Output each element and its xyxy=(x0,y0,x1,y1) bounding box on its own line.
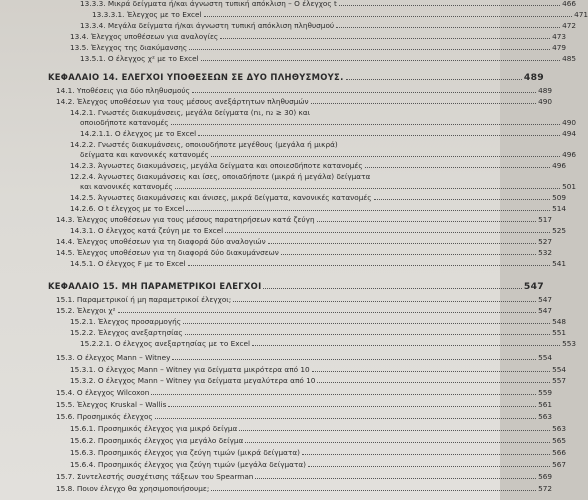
dot-leader xyxy=(317,382,550,383)
dot-leader xyxy=(252,345,560,346)
toc-entry-number: 15.2.1. xyxy=(70,317,96,326)
page-number: 525 xyxy=(552,226,566,235)
toc-entry-text: Ο έλεγχος με το Excel xyxy=(114,129,197,138)
toc-entry-text: ΜΗ ΠΑΡΑΜΕΤΡΙΚΟΙ ΕΛΕΓΧΟΙ xyxy=(121,281,262,291)
dot-leader xyxy=(198,135,560,136)
dot-leader xyxy=(374,199,550,200)
toc-entry-text: Προσημικός έλεγχος για μικρό δείγμα xyxy=(97,424,238,433)
page-number: 572 xyxy=(538,484,552,493)
toc-entry-number: 15.2.2. xyxy=(70,328,96,337)
toc-entry-text: Υποθέσεις για δύο πληθυσμούς xyxy=(76,86,190,95)
page-number: 489 xyxy=(523,72,544,83)
dot-leader xyxy=(346,79,522,80)
toc-entry-title xyxy=(48,282,261,291)
toc-entry-title xyxy=(56,400,166,409)
dot-leader xyxy=(308,466,550,467)
toc-entry-text: Προσημικός έλεγχος για μεγάλο δείγμα xyxy=(97,436,244,445)
toc-entry xyxy=(0,481,552,493)
toc-entry-text: Ο έλεγχος Mann – Witney xyxy=(76,353,171,362)
toc-entry-title xyxy=(56,412,153,421)
page-number: 473 xyxy=(552,32,566,41)
toc-entry-number: 14.5.1. xyxy=(70,259,96,268)
toc-entry-number: 14.2.6. xyxy=(70,204,96,213)
toc-entry-number: 15.2. xyxy=(56,306,75,315)
toc-entry-text: Ο έλεγχος Mann – Witney για δείγματα μικρότερα από 10 xyxy=(97,365,310,374)
toc-entry-text: Έλεγχοι χ² xyxy=(76,306,116,315)
page-number: 547 xyxy=(538,306,552,315)
dot-leader xyxy=(172,359,536,360)
dot-leader xyxy=(192,92,536,93)
toc-entry-number: 14.3. xyxy=(56,215,75,224)
page-number: 554 xyxy=(552,365,566,374)
page-number: 466 xyxy=(562,0,576,8)
toc-entry-number: 15.3.1. xyxy=(70,365,96,374)
toc-entry-text: Έλεγχος υποθέσεων για τη διαφορά δύο διακυμάνσεων xyxy=(76,248,279,257)
toc-entry-text: Ο έλεγχος κατά ζεύγη με το Excel xyxy=(97,226,224,235)
toc-entry xyxy=(0,409,552,421)
dot-leader xyxy=(118,312,537,313)
page-number: 561 xyxy=(538,400,552,409)
dot-leader xyxy=(311,103,536,104)
toc-entry-number: 14.1. xyxy=(56,86,75,95)
toc-entry-title xyxy=(70,259,186,268)
dot-leader xyxy=(151,394,536,395)
page-number: 567 xyxy=(552,460,566,469)
page-number: 496 xyxy=(562,150,576,159)
toc-entry-number: 15.4. xyxy=(56,388,75,397)
toc-entry xyxy=(0,373,566,385)
dot-leader xyxy=(233,301,536,302)
toc-entry-text: Μεγάλα δείγματα ή/και άγνωστη τυπική απόκλιση πληθυσμού xyxy=(107,21,335,30)
dot-leader xyxy=(255,478,536,479)
toc-entry-text: Έλεγχος προσαρμογής xyxy=(97,317,182,326)
page-number: 553 xyxy=(562,339,576,348)
toc-entry-text: Έλεγχος υποθέσεων για τη διαφορά δύο αναλογιών xyxy=(76,237,266,246)
toc-entry-text: Συντελεστής συσχέτισης τάξεων του Spearman xyxy=(76,472,254,481)
page-number: 541 xyxy=(552,259,566,268)
toc-entry-text: Ο t έλεγχος με το Excel xyxy=(97,204,185,213)
toc-entry-text: Έλεγχος ανεξαρτησίας xyxy=(97,328,183,337)
page-number: 514 xyxy=(552,204,566,213)
dot-leader xyxy=(201,60,560,61)
dot-leader xyxy=(339,5,560,6)
page-number: 532 xyxy=(538,248,552,257)
page-number: 566 xyxy=(552,448,566,457)
toc-entry-text: Γνωστές διακυμάνσεις, μεγάλα δείγματα (n₁, n₂ ≥ 30) και xyxy=(97,108,311,117)
page-number: 479 xyxy=(552,43,566,52)
dot-leader xyxy=(171,124,560,125)
dot-leader xyxy=(189,49,550,50)
dot-leader xyxy=(302,454,550,455)
toc-entry-number: 14.2. xyxy=(56,97,75,106)
page-number: 554 xyxy=(538,353,552,362)
toc-entry-number: 14.2.3. xyxy=(70,161,96,170)
toc-entry-number: 14.3.1. xyxy=(70,226,96,235)
toc-entry-number: 14.5. xyxy=(56,248,75,257)
dot-leader xyxy=(281,254,536,255)
chapter-heading xyxy=(0,68,544,82)
dot-leader xyxy=(168,406,536,407)
dot-leader xyxy=(239,430,550,431)
toc-entry-number: 14.2.5. xyxy=(70,193,96,202)
toc-entry-number: 14.2.2. xyxy=(70,140,96,149)
toc-entry-number: 15.6. xyxy=(56,412,75,421)
dot-leader xyxy=(183,323,550,324)
chapter-heading xyxy=(0,277,544,291)
toc-entry-text: Ποιον έλεγχο θα χρησιμοποιήσουμε; xyxy=(76,484,210,493)
toc-entry-title xyxy=(56,472,253,481)
toc-entry-text: και κανονικές κατανομές xyxy=(80,182,173,191)
page-number: 565 xyxy=(552,436,566,445)
page-number: 489 xyxy=(538,86,552,95)
toc-entry-text: Έλεγχος υποθέσεων για αναλογίες xyxy=(90,32,219,41)
dot-leader xyxy=(268,243,536,244)
toc-entry-text: Άγνωστες διακυμάνσεις, μεγάλα δείγματα και οποιεσδήποτε κατανομές xyxy=(97,161,363,170)
toc-entry-title xyxy=(70,436,243,445)
toc-entry-number: 14.2.1.1. xyxy=(80,129,113,138)
page-number: 563 xyxy=(538,412,552,421)
toc-entry-number: 15.3. xyxy=(56,353,75,362)
toc-entry xyxy=(0,421,566,433)
toc-entry-number: 15.8. xyxy=(56,484,75,493)
toc-entry-title xyxy=(56,353,170,362)
toc-entry-text: Προσημικός έλεγχος για ζεύγη τιμών (μεγάλα δείγματα) xyxy=(97,460,307,469)
toc-entry-text: Ο έλεγχος F με το Excel xyxy=(97,259,186,268)
toc-entry xyxy=(0,469,552,481)
toc-entry-number: 14.4. xyxy=(56,237,75,246)
toc-entry-title xyxy=(56,484,209,493)
toc-entry-text: Ο έλεγχος ανεξαρτησίας με το Excel xyxy=(114,339,250,348)
toc-entry-text: Έλεγχος της διακύμανσης xyxy=(90,43,188,52)
dot-leader xyxy=(211,156,560,157)
toc-entry-text: Παραμετρικοί ή μη παραμετρικοί έλεγχοι; xyxy=(76,295,232,304)
toc-entry xyxy=(0,397,552,409)
toc-entry-number: 13.5.1. xyxy=(80,54,106,63)
toc-entry-text: δείγματα και κανονικές κατανομές xyxy=(80,150,209,159)
page-number: 490 xyxy=(562,118,576,127)
dot-leader xyxy=(336,27,560,28)
page-number: 501 xyxy=(562,182,576,191)
toc-entry-number: 15.5. xyxy=(56,400,75,409)
toc-entry-text: Γνωστές διακυμάνσεις, οποιουδήποτε μεγέθους (μεγάλα ή μικρά) xyxy=(97,140,338,149)
toc-entry xyxy=(0,433,566,445)
dot-leader xyxy=(220,38,550,39)
dot-leader xyxy=(312,371,550,372)
toc-entry-text: Έλεγχος Kruskal – Wallis xyxy=(76,400,167,409)
dot-leader xyxy=(188,265,550,266)
toc-entry-title xyxy=(70,460,306,469)
page-number: 547 xyxy=(538,295,552,304)
page-number: 569 xyxy=(538,472,552,481)
page-number: 557 xyxy=(552,376,566,385)
page-number: 494 xyxy=(562,129,576,138)
page-number: 471 xyxy=(574,10,588,19)
toc-entry-text: οποιοδήποτε κατανομές xyxy=(80,118,169,127)
toc-entry-text: Μικρά δείγματα ή/και άγνωστη τυπική απόκλιση – Ο έλεγχος t xyxy=(107,0,337,8)
toc-entry-number: 15.3.2. xyxy=(70,376,96,385)
toc-entry xyxy=(0,350,552,362)
toc-entry-title xyxy=(56,388,149,397)
dot-leader xyxy=(365,167,550,168)
toc-entry-number: 15.6.4. xyxy=(70,460,96,469)
dot-leader xyxy=(225,232,550,233)
toc-entry xyxy=(0,256,566,268)
toc-entry-number: 15.2.2.1. xyxy=(80,339,113,348)
dot-leader xyxy=(175,188,560,189)
page-number: 517 xyxy=(538,215,552,224)
toc-entry-number: 15.6.2. xyxy=(70,436,96,445)
toc-entry-text: Ο έλεγχος χ² με το Excel xyxy=(107,54,199,63)
toc-entry-text: Ο έλεγχος Wilcoxon xyxy=(76,388,150,397)
toc-entry-title xyxy=(80,339,250,348)
page-number: 509 xyxy=(552,193,566,202)
toc-entry-text: Έλεγχος υποθέσεων για τους μέσους ανεξάρτητων πληθυσμών xyxy=(76,97,309,106)
page-number: 548 xyxy=(552,317,566,326)
toc-entry-number: 13.3.3.1. xyxy=(92,10,125,19)
toc-entry-title xyxy=(48,73,344,82)
toc-entry-number: 15.1. xyxy=(56,295,75,304)
toc-entry-text: Έλεγχος με το Excel xyxy=(126,10,202,19)
dot-leader xyxy=(211,490,536,491)
dot-leader xyxy=(317,221,536,222)
toc-entry-title xyxy=(70,448,300,457)
dot-leader xyxy=(186,210,550,211)
toc-entry-text: Άγνωστες διακυμάνσεις και άνισες, μικρά δείγματα, κανονικές κατανομές xyxy=(97,193,372,202)
toc-entry-text: Προσημικός έλεγχος για ζεύγη τιμών (μικρά δείγματα) xyxy=(97,448,301,457)
dot-leader xyxy=(155,418,536,419)
page-number: 472 xyxy=(562,21,576,30)
toc-entry-text: ΕΛΕΓΧΟΙ ΥΠΟΘΕΣΕΩΝ ΣΕ ΔΥΟ ΠΛΗΘΥΣΜΟΥΣ. xyxy=(121,72,344,82)
page-number: 547 xyxy=(523,281,544,292)
page-number: 527 xyxy=(538,237,552,246)
toc-entry-number: 15.7. xyxy=(56,472,75,481)
toc-entry-title xyxy=(80,54,199,63)
toc-entry-number: 14.2.1. xyxy=(70,108,96,117)
toc-entry-number: 12.2.4. xyxy=(70,172,96,181)
page-number: 551 xyxy=(552,328,566,337)
toc-entry-number: 13.3.4. xyxy=(80,21,106,30)
toc-entry-text: Έλεγχος υποθέσεων για τους μέσους παρατηρήσεων κατά ζεύγη xyxy=(76,215,315,224)
page-number: 496 xyxy=(552,161,566,170)
dot-leader xyxy=(245,442,550,443)
toc-entry-number: ΚΕΦΑΛΑΙΟ 14. xyxy=(48,72,119,82)
toc-entry xyxy=(0,445,566,457)
toc-entry xyxy=(0,51,576,63)
toc-entry xyxy=(0,385,552,397)
page-number: 490 xyxy=(538,97,552,106)
toc-entry-text: Άγνωστες διακυμάνσεις και ίσες, οποιαδήποτε (μικρά ή μεγάλα) δείγματα xyxy=(97,172,371,181)
toc-entry-number: 13.4. xyxy=(70,32,89,41)
toc-entry-text: Προσημικός έλεγχος xyxy=(76,412,153,421)
page-number: 559 xyxy=(538,388,552,397)
dot-leader xyxy=(263,288,521,289)
toc-entry-number: 15.6.1. xyxy=(70,424,96,433)
dot-leader xyxy=(185,334,550,335)
page-number: 485 xyxy=(562,54,576,63)
page-number: 563 xyxy=(552,424,566,433)
toc-entry-number: 15.6.3. xyxy=(70,448,96,457)
toc-entry xyxy=(0,336,576,348)
toc-entry xyxy=(0,457,566,469)
toc-entry-number: 13.5. xyxy=(70,43,89,52)
dot-leader xyxy=(204,16,573,17)
toc-entry-title xyxy=(70,424,237,433)
toc-entry-number: ΚΕΦΑΛΑΙΟ 15. xyxy=(48,281,119,291)
toc-entry-number: 13.3.3. xyxy=(80,0,106,8)
toc-entry-title xyxy=(70,376,315,385)
toc-entry-text: Ο έλεγχος Mann – Witney για δείγματα μεγαλύτερα από 10 xyxy=(97,376,316,385)
